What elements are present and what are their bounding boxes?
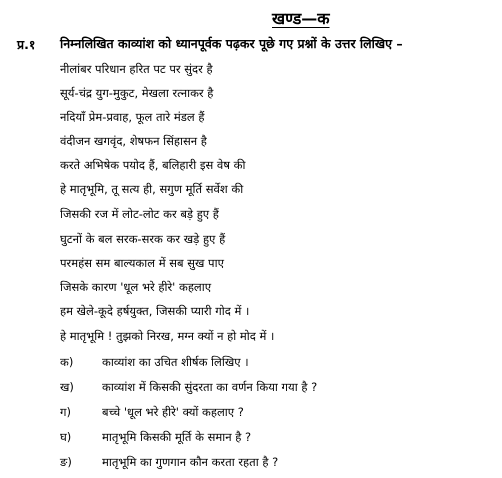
poem-line: वंदीजन खगवृंद, शेषफन सिंहासन है (60, 134, 207, 148)
sub-question-text: मातृभूमि किसकी मूर्ति के समान है ? (102, 430, 252, 444)
poem-line: करते अभिषेक पयोद हैं, बलिहारी इस वेष की (60, 158, 246, 172)
poem-line: नीलांबर परिधान हरित पट पर सुंदर है (60, 62, 213, 76)
sub-question-label: क) (60, 355, 74, 369)
sub-question-label: ख) (60, 380, 74, 394)
poem-line: हे मातृभूमि ! तुझको निरख, मग्न क्यों न हो मोद में । (60, 329, 275, 343)
sub-question-label: ग) (60, 405, 71, 419)
poem-line: परमहंस सम बाल्यकाल में सब सुख पाए (60, 256, 224, 270)
question-number: प्र.१ (17, 37, 36, 52)
sub-question-text: बच्चे 'धूल भरे हीरे' क्यों कहलाए ? (102, 405, 244, 419)
poem-line: हे मातृभूमि, तू सत्य ही, सगुण मूर्ति सर्वेश की (60, 182, 244, 196)
poem-line: जिसके कारण 'धूल भरे हीरे' कहलाए (60, 280, 212, 294)
poem-line: जिसकी रज में लोट-लोट कर बड़े हुए हैं (60, 207, 219, 221)
poem-line: नदियाँ प्रेम-प्रवाह, फूल तारे मंडल हैं (60, 110, 205, 124)
poem-line: घुटनों के बल सरक-सरक कर खड़े हुए हैं (60, 232, 226, 246)
section-heading: खण्ड—क (272, 9, 330, 28)
sub-question-text: मातृभूमि का गुणगान कौन करता रहता है ? (102, 455, 279, 469)
sub-question-text: काव्यांश का उचित शीर्षक लिखिए । (102, 355, 249, 369)
question-instruction: निम्नलिखित काव्यांश को ध्यानपूर्वक पढ़कर पूछे गए प्रश्नों के उत्तर लिखिए – (60, 36, 403, 51)
sub-question-label: घ) (60, 430, 72, 444)
poem-line: हम खेले-कूदे हर्षयुक्त, जिसकी प्यारी गोद में । (60, 304, 250, 318)
sub-question-text: काव्यांश में किसकी सुंदरता का वर्णन किया गया है ? (102, 380, 318, 394)
sub-question-label: ङ) (60, 455, 72, 469)
poem-line: सूर्य-चंद्र युग-मुकुट, मेखला रत्नाकर है (60, 86, 214, 100)
